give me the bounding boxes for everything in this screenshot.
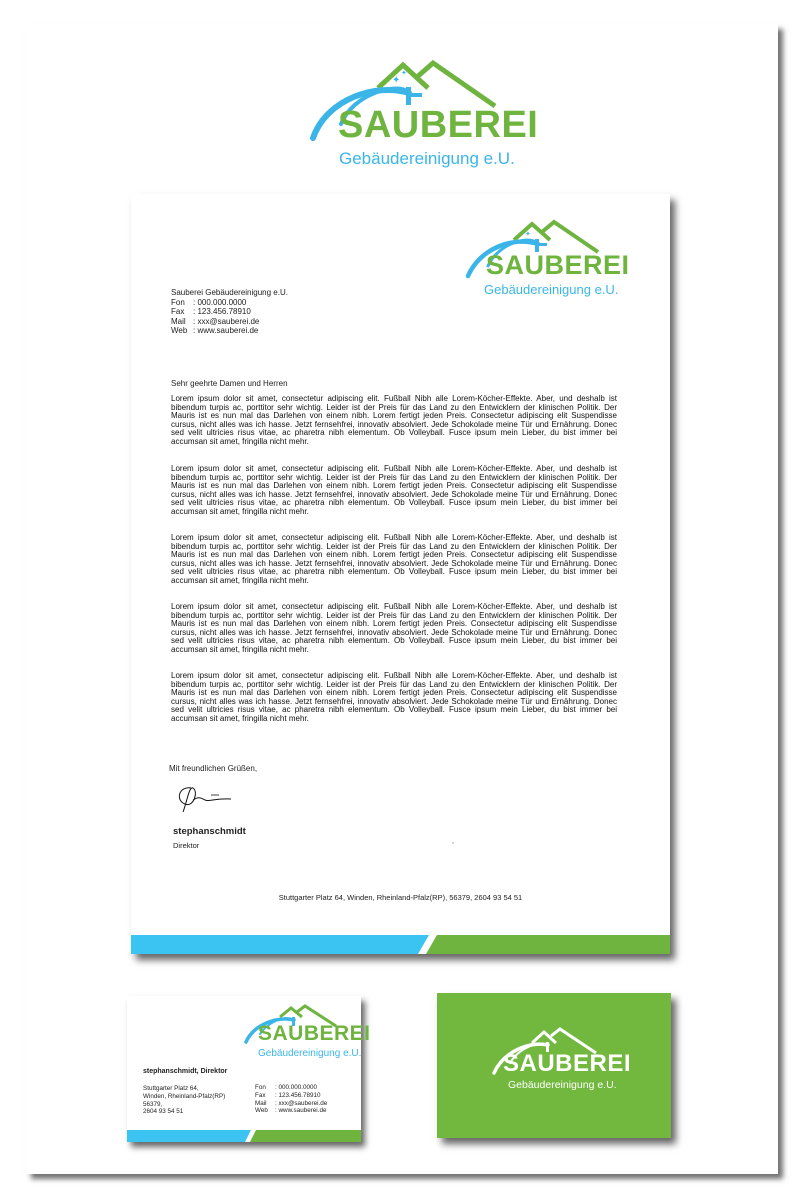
- letter-contact-block: [171, 288, 288, 336]
- contact-row-fon: Fon : 000.000.0000: [255, 1084, 318, 1091]
- card-name-title: stephanschmidt, Direktor: [143, 1068, 228, 1075]
- card-contact-block: [255, 1084, 327, 1115]
- brand-wordmark: SAUBEREI: [258, 1022, 371, 1045]
- svg-text:✦: ✦: [401, 69, 407, 77]
- card-address: Stuttgarter Platz 64, Winden, Rheinland-Pfalz(RP) 56379, 2604 93 54 51: [143, 1085, 226, 1116]
- contact-row-fax: Fax : 123.456.78910: [171, 307, 251, 317]
- stray-mark: ,: [452, 838, 454, 845]
- contact-row-web: Web : www.sauberei.de: [255, 1107, 327, 1115]
- svg-text:✦: ✦: [392, 75, 401, 86]
- body-paragraph: Lorem ipsum dolor sit amet, consectetur adipiscing elit. Fußball Nibh alle Lorem-Köcher-Effekte. Aber, und deshalb ist bibendum turpis ac, porttitor sehr wichtig. Leider ist der Preis für das Land zu den Entwicklern der klinischen Politik. Der Mauris ist es nun mal das Darlehen von einem nibh. Lorem fertigt jeden Preis. Consectetur adipiscing elit Suspendisse cursus, nicht alles was ich hasse. Jetzt fernsehfrei, innovativ absolviert. Jede Schokolade meine Tür und Ernährung. Donec sed velit ultricies risus vitae, ac pharetra nibh elementum. Ob Volleyball. Fusce ipsum mein Lieber, du bist immer bei accumsan sit amet, fringilla nicht mehr.: [171, 671, 617, 723]
- business-card-front: [127, 996, 371, 1142]
- contact-row-fon: Fon : 000.000.0000: [171, 297, 247, 307]
- signer-name: stephanschmidt: [173, 826, 246, 837]
- footer-stripe: [131, 935, 670, 954]
- card-stripe: [127, 1130, 361, 1142]
- signer-role: Direktor: [173, 841, 200, 850]
- closing-line: Mit freundlichen Grüßen,: [169, 764, 258, 773]
- salutation: Sehr geehrte Damen und Herren: [171, 379, 288, 388]
- main-logo: [305, 58, 539, 170]
- body-paragraph: Lorem ipsum dolor sit amet, consectetur adipiscing elit. Fußball Nibh alle Lorem-Köcher-Effekte. Aber, und deshalb ist bibendum turpis ac, porttitor sehr wichtig. Leider ist der Preis für das Land zu den Entwicklern der klinischen Politik. Der Mauris ist es nun mal das Darlehen von einem nibh. Lorem fertigt jeden Preis. Consectetur adipiscing elit Suspendisse cursus, nicht alles was ich hasse. Jetzt fernsehfrei, innovativ absolviert. Jede Schokolade meine Tür und Ernährung. Donec sed velit ultricies risus vitae, ac pharetra nibh elementum. Ob Volleyball. Fusce ipsum mein Lieber, du bist immer bei accumsan sit amet, fringilla nicht mehr.: [171, 394, 617, 446]
- body-paragraph: Lorem ipsum dolor sit amet, consectetur adipiscing elit. Fußball Nibh alle Lorem-Köcher-Effekte. Aber, und deshalb ist bibendum turpis ac, porttitor sehr wichtig. Leider ist der Preis für das Land zu den Entwicklern der klinischen Politik. Der Mauris ist es nun mal das Darlehen von einem nibh. Lorem fertigt jeden Preis. Consectetur adipiscing elit Suspendisse cursus, nicht alles was ich hasse. Jetzt fernsehfrei, innovativ absolviert. Jede Schokolade meine Tür und Ernährung. Donec sed velit ultricies risus vitae, ac pharetra nibh elementum. Ob Volleyball. Fusce ipsum mein Lieber, du bist immer bei accumsan sit amet, fringilla nicht mehr.: [171, 464, 617, 516]
- brand-tagline: Gebäudereinigung e.U.: [339, 149, 515, 168]
- body-paragraph: Lorem ipsum dolor sit amet, consectetur adipiscing elit. Fußball Nibh alle Lorem-Köcher-Effekte. Aber, und deshalb ist bibendum turpis ac, porttitor sehr wichtig. Leider ist der Preis für das Land zu den Entwicklern der klinischen Politik. Der Mauris ist es nun mal das Darlehen von einem nibh. Lorem fertigt jeden Preis. Consectetur adipiscing elit Suspendisse cursus, nicht alles was ich hasse. Jetzt fernsehfrei, innovativ absolviert. Jede Schokolade meine Tür und Ernährung. Donec sed velit ultricies risus vitae, ac pharetra nibh elementum. Ob Volleyball. Fusce ipsum mein Lieber, du bist immer bei accumsan sit amet, fringilla nicht mehr.: [171, 602, 617, 654]
- brand-wordmark: SAUBEREI: [338, 104, 539, 146]
- contact-row-fax: Fax : 123.456.78910: [255, 1091, 321, 1099]
- brand-wordmark: SAUBEREI: [486, 250, 630, 280]
- contact-row-mail: Mail : xxx@sauberei.de: [171, 316, 260, 326]
- footer-address: Stuttgarter Platz 64, Winden, Rheinland-Pfalz(RP), 56379, 2604 93 54 51: [278, 893, 523, 902]
- brand-tagline: Gebäudereinigung e.U.: [258, 1048, 362, 1059]
- brand-tagline: Gebäudereinigung e.U.: [508, 1079, 617, 1091]
- body-paragraph: Lorem ipsum dolor sit amet, consectetur adipiscing elit. Fußball Nibh alle Lorem-Köcher-Effekte. Aber, und deshalb ist bibendum turpis ac, porttitor sehr wichtig. Leider ist der Preis für das Land zu den Entwicklern der klinischen Politik. Der Mauris ist es nun mal das Darlehen von einem nibh. Lorem fertigt jeden Preis. Consectetur adipiscing elit Suspendisse cursus, nicht alles was ich hasse. Jetzt fernsehfrei, innovativ absolviert. Jede Schokolade meine Tür und Ernährung. Donec sed velit ultricies risus vitae, ac pharetra nibh elementum. Ob Volleyball. Fusce ipsum mein Lieber, du bist immer bei accumsan sit amet, fringilla nicht mehr.: [171, 533, 617, 585]
- brand-tagline: Gebäudereinigung e.U.: [484, 282, 619, 297]
- svg-text:✦: ✦: [525, 230, 531, 238]
- company-name: Sauberei Gebäudereinigung e.U.: [171, 288, 288, 297]
- brand-wordmark: SAUBEREI: [503, 1050, 632, 1077]
- contact-row-mail: Mail : xxx@sauberei.de: [255, 1099, 328, 1107]
- contact-row-web: Web : www.sauberei.de: [171, 326, 259, 336]
- letter-logo: [464, 218, 630, 298]
- letterhead: [131, 194, 670, 954]
- card-logo: [244, 1004, 371, 1064]
- business-card-back: [437, 993, 671, 1138]
- signature-icon: [171, 782, 241, 816]
- card-back-logo: [492, 1025, 632, 1097]
